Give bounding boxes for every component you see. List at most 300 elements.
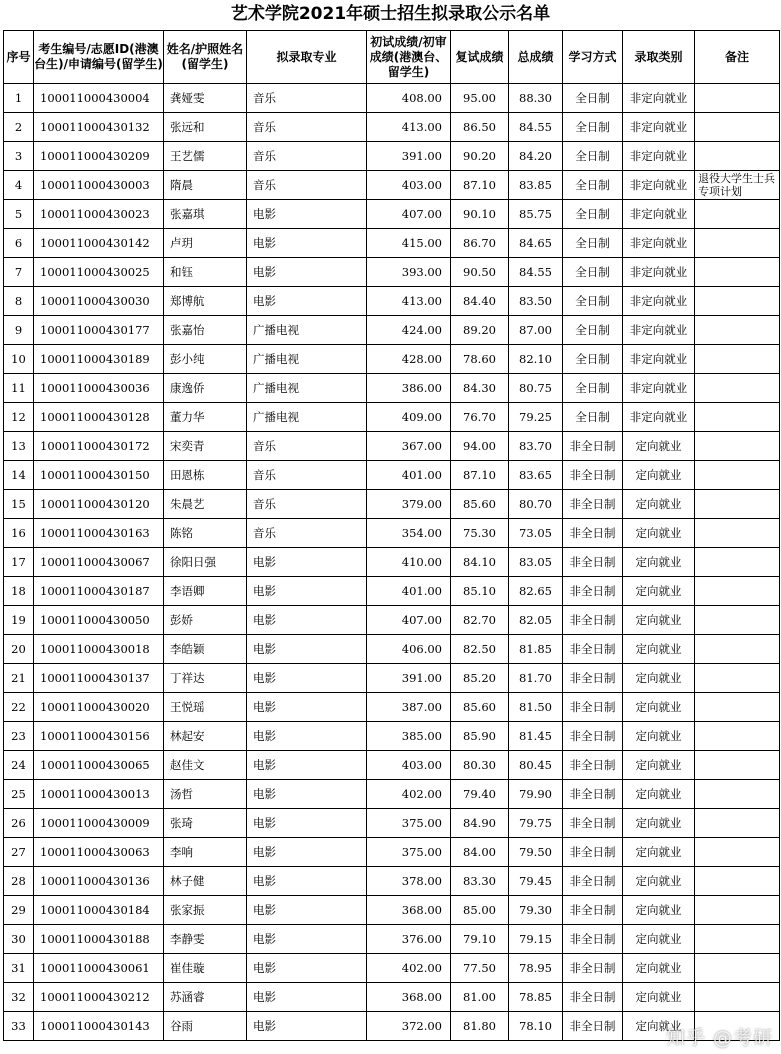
cell-initial-score: 367.00	[367, 432, 451, 461]
cell-retest-score: 78.60	[451, 345, 509, 374]
cell-seq: 9	[4, 316, 34, 345]
cell-remarks	[695, 229, 780, 258]
cell-total-score: 79.45	[509, 867, 563, 896]
cell-study-mode: 非全日制	[563, 432, 623, 461]
cell-total-score: 83.65	[509, 461, 563, 490]
cell-study-mode: 非全日制	[563, 896, 623, 925]
cell-name: 李皓颖	[164, 635, 247, 664]
cell-name: 张家振	[164, 896, 247, 925]
cell-retest-score: 85.60	[451, 693, 509, 722]
cell-admission-type: 非定向就业	[623, 84, 695, 113]
cell-major: 电影	[247, 838, 367, 867]
cell-admission-type: 定向就业	[623, 722, 695, 751]
cell-candidate-id: 100011000430132	[34, 113, 164, 142]
cell-candidate-id: 100011000430065	[34, 751, 164, 780]
cell-retest-score: 85.10	[451, 577, 509, 606]
cell-total-score: 84.55	[509, 113, 563, 142]
cell-name: 宋奕青	[164, 432, 247, 461]
header-major: 拟录取专业	[247, 31, 367, 84]
cell-name: 林子健	[164, 867, 247, 896]
cell-initial-score: 408.00	[367, 84, 451, 113]
cell-name: 徐阳日强	[164, 548, 247, 577]
cell-name: 和钰	[164, 258, 247, 287]
cell-total-score: 81.85	[509, 635, 563, 664]
cell-initial-score: 409.00	[367, 403, 451, 432]
cell-admission-type: 定向就业	[623, 519, 695, 548]
cell-admission-type: 定向就业	[623, 867, 695, 896]
table-row	[4, 374, 780, 403]
cell-retest-score: 85.00	[451, 896, 509, 925]
cell-candidate-id: 100011000430063	[34, 838, 164, 867]
cell-admission-type: 定向就业	[623, 751, 695, 780]
cell-total-score: 81.45	[509, 722, 563, 751]
cell-retest-score: 79.10	[451, 925, 509, 954]
cell-seq: 14	[4, 461, 34, 490]
cell-admission-type: 非定向就业	[623, 229, 695, 258]
cell-seq: 18	[4, 577, 34, 606]
cell-admission-type: 定向就业	[623, 809, 695, 838]
cell-major: 电影	[247, 722, 367, 751]
cell-candidate-id: 100011000430018	[34, 635, 164, 664]
cell-candidate-id: 100011000430025	[34, 258, 164, 287]
cell-retest-score: 85.90	[451, 722, 509, 751]
cell-major: 音乐	[247, 113, 367, 142]
cell-retest-score: 75.30	[451, 519, 509, 548]
cell-seq: 33	[4, 1012, 34, 1041]
cell-major: 音乐	[247, 142, 367, 171]
cell-admission-type: 非定向就业	[623, 113, 695, 142]
cell-study-mode: 全日制	[563, 403, 623, 432]
cell-major: 电影	[247, 606, 367, 635]
cell-initial-score: 386.00	[367, 374, 451, 403]
cell-remarks	[695, 142, 780, 171]
table-header-row	[4, 31, 780, 84]
cell-study-mode: 非全日制	[563, 780, 623, 809]
cell-seq: 4	[4, 171, 34, 200]
cell-initial-score: 378.00	[367, 867, 451, 896]
cell-major: 电影	[247, 780, 367, 809]
table-row	[4, 490, 780, 519]
cell-total-score: 84.65	[509, 229, 563, 258]
cell-initial-score: 391.00	[367, 142, 451, 171]
cell-total-score: 83.70	[509, 432, 563, 461]
header-total-score: 总成绩	[509, 31, 563, 84]
cell-candidate-id: 100011000430189	[34, 345, 164, 374]
table-row	[4, 693, 780, 722]
cell-initial-score: 375.00	[367, 838, 451, 867]
table-row	[4, 200, 780, 229]
cell-seq: 27	[4, 838, 34, 867]
cell-candidate-id: 100011000430061	[34, 954, 164, 983]
cell-study-mode: 非全日制	[563, 519, 623, 548]
cell-major: 音乐	[247, 84, 367, 113]
cell-seq: 6	[4, 229, 34, 258]
cell-remarks	[695, 519, 780, 548]
cell-major: 音乐	[247, 490, 367, 519]
cell-retest-score: 94.00	[451, 432, 509, 461]
cell-candidate-id: 100011000430163	[34, 519, 164, 548]
table-row	[4, 664, 780, 693]
cell-name: 卢玥	[164, 229, 247, 258]
cell-study-mode: 非全日制	[563, 635, 623, 664]
cell-seq: 13	[4, 432, 34, 461]
cell-initial-score: 402.00	[367, 954, 451, 983]
cell-seq: 30	[4, 925, 34, 954]
table-row	[4, 113, 780, 142]
cell-study-mode: 全日制	[563, 200, 623, 229]
cell-initial-score: 375.00	[367, 809, 451, 838]
table-body	[4, 84, 780, 1041]
cell-name: 张琦	[164, 809, 247, 838]
cell-total-score: 79.50	[509, 838, 563, 867]
cell-initial-score: 401.00	[367, 577, 451, 606]
cell-remarks: 退役大学生士兵专项计划	[695, 171, 780, 200]
header-name: 姓名/护照姓名(留学生)	[164, 31, 247, 84]
cell-seq: 7	[4, 258, 34, 287]
cell-admission-type: 定向就业	[623, 490, 695, 519]
cell-candidate-id: 100011000430036	[34, 374, 164, 403]
cell-admission-type: 非定向就业	[623, 258, 695, 287]
cell-name: 林起安	[164, 722, 247, 751]
cell-candidate-id: 100011000430128	[34, 403, 164, 432]
cell-seq: 12	[4, 403, 34, 432]
cell-total-score: 78.85	[509, 983, 563, 1012]
cell-retest-score: 87.10	[451, 461, 509, 490]
cell-remarks	[695, 374, 780, 403]
cell-retest-score: 82.70	[451, 606, 509, 635]
admission-table	[3, 30, 780, 1041]
cell-name: 彭娇	[164, 606, 247, 635]
cell-remarks	[695, 983, 780, 1012]
cell-major: 电影	[247, 664, 367, 693]
cell-candidate-id: 100011000430009	[34, 809, 164, 838]
cell-initial-score: 354.00	[367, 519, 451, 548]
header-seq: 序号	[4, 31, 34, 84]
cell-retest-score: 85.60	[451, 490, 509, 519]
cell-name: 董力华	[164, 403, 247, 432]
cell-major: 电影	[247, 954, 367, 983]
cell-total-score: 83.05	[509, 548, 563, 577]
cell-remarks	[695, 606, 780, 635]
cell-major: 广播电视	[247, 403, 367, 432]
cell-major: 电影	[247, 693, 367, 722]
cell-initial-score: 393.00	[367, 258, 451, 287]
cell-remarks	[695, 896, 780, 925]
cell-candidate-id: 100011000430143	[34, 1012, 164, 1041]
table-row	[4, 84, 780, 113]
cell-remarks	[695, 838, 780, 867]
cell-retest-score: 85.20	[451, 664, 509, 693]
cell-admission-type: 非定向就业	[623, 171, 695, 200]
cell-major: 广播电视	[247, 345, 367, 374]
table-row	[4, 548, 780, 577]
cell-retest-score: 84.90	[451, 809, 509, 838]
cell-retest-score: 95.00	[451, 84, 509, 113]
cell-initial-score: 407.00	[367, 200, 451, 229]
table-row	[4, 432, 780, 461]
cell-remarks	[695, 258, 780, 287]
cell-total-score: 85.75	[509, 200, 563, 229]
cell-seq: 15	[4, 490, 34, 519]
cell-seq: 29	[4, 896, 34, 925]
cell-initial-score: 402.00	[367, 780, 451, 809]
header-admission-type: 录取类别	[623, 31, 695, 84]
cell-initial-score: 407.00	[367, 606, 451, 635]
header-study-mode: 学习方式	[563, 31, 623, 84]
cell-total-score: 82.05	[509, 606, 563, 635]
cell-retest-score: 81.00	[451, 983, 509, 1012]
cell-initial-score: 403.00	[367, 751, 451, 780]
cell-retest-score: 81.80	[451, 1012, 509, 1041]
cell-major: 电影	[247, 635, 367, 664]
table-row	[4, 461, 780, 490]
cell-retest-score: 79.40	[451, 780, 509, 809]
cell-candidate-id: 100011000430120	[34, 490, 164, 519]
cell-study-mode: 全日制	[563, 84, 623, 113]
cell-seq: 16	[4, 519, 34, 548]
cell-total-score: 78.95	[509, 954, 563, 983]
cell-admission-type: 非定向就业	[623, 403, 695, 432]
cell-name: 李响	[164, 838, 247, 867]
cell-initial-score: 376.00	[367, 925, 451, 954]
cell-study-mode: 非全日制	[563, 606, 623, 635]
cell-total-score: 79.75	[509, 809, 563, 838]
table-row	[4, 867, 780, 896]
cell-name: 丁祥达	[164, 664, 247, 693]
cell-remarks	[695, 809, 780, 838]
cell-remarks	[695, 548, 780, 577]
cell-major: 电影	[247, 1012, 367, 1041]
cell-initial-score: 413.00	[367, 113, 451, 142]
document-title: 艺术学院2021年硕士招生拟录取公示名单	[230, 4, 551, 24]
cell-retest-score: 84.40	[451, 287, 509, 316]
cell-remarks	[695, 577, 780, 606]
cell-total-score: 84.20	[509, 142, 563, 171]
cell-total-score: 73.05	[509, 519, 563, 548]
cell-major: 电影	[247, 229, 367, 258]
cell-retest-score: 76.70	[451, 403, 509, 432]
cell-total-score: 87.00	[509, 316, 563, 345]
cell-remarks	[695, 113, 780, 142]
cell-candidate-id: 100011000430030	[34, 287, 164, 316]
cell-candidate-id: 100011000430004	[34, 84, 164, 113]
cell-seq: 20	[4, 635, 34, 664]
cell-candidate-id: 100011000430184	[34, 896, 164, 925]
cell-admission-type: 定向就业	[623, 983, 695, 1012]
table-row	[4, 171, 780, 200]
cell-admission-type: 定向就业	[623, 693, 695, 722]
cell-study-mode: 全日制	[563, 171, 623, 200]
cell-major: 电影	[247, 896, 367, 925]
cell-remarks	[695, 316, 780, 345]
cell-candidate-id: 100011000430013	[34, 780, 164, 809]
cell-major: 电影	[247, 809, 367, 838]
table-row	[4, 316, 780, 345]
cell-seq: 17	[4, 548, 34, 577]
cell-remarks	[695, 432, 780, 461]
cell-initial-score: 413.00	[367, 287, 451, 316]
cell-retest-score: 89.20	[451, 316, 509, 345]
cell-remarks	[695, 635, 780, 664]
cell-initial-score: 406.00	[367, 635, 451, 664]
cell-total-score: 83.50	[509, 287, 563, 316]
cell-study-mode: 非全日制	[563, 751, 623, 780]
table-row	[4, 983, 780, 1012]
cell-candidate-id: 100011000430050	[34, 606, 164, 635]
cell-candidate-id: 100011000430156	[34, 722, 164, 751]
cell-name: 彭小纯	[164, 345, 247, 374]
cell-major: 音乐	[247, 171, 367, 200]
cell-name: 朱晨艺	[164, 490, 247, 519]
cell-name: 王悦瑶	[164, 693, 247, 722]
cell-candidate-id: 100011000430209	[34, 142, 164, 171]
cell-study-mode: 非全日制	[563, 867, 623, 896]
cell-name: 谷雨	[164, 1012, 247, 1041]
cell-total-score: 80.70	[509, 490, 563, 519]
cell-name: 隋晨	[164, 171, 247, 200]
cell-admission-type: 定向就业	[623, 896, 695, 925]
table-row	[4, 287, 780, 316]
cell-remarks	[695, 664, 780, 693]
cell-initial-score: 424.00	[367, 316, 451, 345]
cell-admission-type: 定向就业	[623, 954, 695, 983]
cell-candidate-id: 100011000430142	[34, 229, 164, 258]
watermark: 知乎 @考研	[665, 1027, 773, 1049]
table-row	[4, 345, 780, 374]
cell-seq: 1	[4, 84, 34, 113]
cell-initial-score: 379.00	[367, 490, 451, 519]
table-row	[4, 780, 780, 809]
header-remarks: 备注	[695, 31, 780, 84]
cell-initial-score: 372.00	[367, 1012, 451, 1041]
cell-name: 李静雯	[164, 925, 247, 954]
cell-total-score: 83.85	[509, 171, 563, 200]
header-initial-score: 初试成绩/初审成绩(港澳台、留学生)	[367, 31, 451, 84]
cell-candidate-id: 100011000430023	[34, 200, 164, 229]
cell-study-mode: 非全日制	[563, 809, 623, 838]
cell-major: 电影	[247, 867, 367, 896]
cell-major: 广播电视	[247, 374, 367, 403]
cell-seq: 5	[4, 200, 34, 229]
cell-candidate-id: 100011000430172	[34, 432, 164, 461]
cell-initial-score: 385.00	[367, 722, 451, 751]
cell-study-mode: 全日制	[563, 374, 623, 403]
cell-name: 赵佳文	[164, 751, 247, 780]
cell-remarks	[695, 84, 780, 113]
cell-study-mode: 全日制	[563, 229, 623, 258]
table-row	[4, 519, 780, 548]
cell-major: 电影	[247, 548, 367, 577]
cell-study-mode: 全日制	[563, 287, 623, 316]
cell-retest-score: 77.50	[451, 954, 509, 983]
cell-admission-type: 定向就业	[623, 548, 695, 577]
cell-seq: 24	[4, 751, 34, 780]
cell-total-score: 79.30	[509, 896, 563, 925]
cell-retest-score: 84.30	[451, 374, 509, 403]
cell-study-mode: 非全日制	[563, 577, 623, 606]
table-row	[4, 722, 780, 751]
table-row	[4, 258, 780, 287]
cell-remarks	[695, 461, 780, 490]
cell-admission-type: 定向就业	[623, 606, 695, 635]
cell-name: 田恩栋	[164, 461, 247, 490]
cell-remarks	[695, 287, 780, 316]
cell-study-mode: 非全日制	[563, 1012, 623, 1041]
cell-seq: 11	[4, 374, 34, 403]
cell-total-score: 84.55	[509, 258, 563, 287]
cell-total-score: 81.70	[509, 664, 563, 693]
cell-candidate-id: 100011000430136	[34, 867, 164, 896]
cell-total-score: 79.90	[509, 780, 563, 809]
cell-name: 李语卿	[164, 577, 247, 606]
cell-initial-score: 415.00	[367, 229, 451, 258]
cell-name: 陈铭	[164, 519, 247, 548]
cell-total-score: 88.30	[509, 84, 563, 113]
cell-retest-score: 87.10	[451, 171, 509, 200]
cell-total-score: 81.50	[509, 693, 563, 722]
cell-retest-score: 84.00	[451, 838, 509, 867]
cell-study-mode: 非全日制	[563, 490, 623, 519]
cell-name: 汤哲	[164, 780, 247, 809]
cell-major: 电影	[247, 287, 367, 316]
cell-name: 王艺儒	[164, 142, 247, 171]
table-row	[4, 606, 780, 635]
cell-seq: 2	[4, 113, 34, 142]
cell-initial-score: 403.00	[367, 171, 451, 200]
cell-name: 崔佳璇	[164, 954, 247, 983]
table-row	[4, 635, 780, 664]
cell-remarks	[695, 403, 780, 432]
cell-remarks	[695, 751, 780, 780]
cell-candidate-id: 100011000430067	[34, 548, 164, 577]
cell-study-mode: 非全日制	[563, 664, 623, 693]
cell-major: 音乐	[247, 461, 367, 490]
cell-initial-score: 401.00	[367, 461, 451, 490]
cell-major: 电影	[247, 258, 367, 287]
cell-candidate-id: 100011000430177	[34, 316, 164, 345]
table-row	[4, 925, 780, 954]
cell-admission-type: 非定向就业	[623, 345, 695, 374]
cell-name: 龚娅雯	[164, 84, 247, 113]
cell-retest-score: 80.30	[451, 751, 509, 780]
cell-candidate-id: 100011000430188	[34, 925, 164, 954]
cell-admission-type: 定向就业	[623, 780, 695, 809]
cell-seq: 3	[4, 142, 34, 171]
cell-major: 电影	[247, 751, 367, 780]
cell-seq: 8	[4, 287, 34, 316]
cell-candidate-id: 100011000430150	[34, 461, 164, 490]
cell-seq: 25	[4, 780, 34, 809]
cell-total-score: 82.65	[509, 577, 563, 606]
cell-major: 电影	[247, 925, 367, 954]
table-row	[4, 229, 780, 258]
cell-admission-type: 定向就业	[623, 664, 695, 693]
cell-admission-type: 定向就业	[623, 635, 695, 664]
cell-name: 康逸侨	[164, 374, 247, 403]
header-candidate-id: 考生编号/志愿ID(港澳台生)/申请编号(留学生)	[34, 31, 164, 84]
cell-study-mode: 全日制	[563, 316, 623, 345]
cell-seq: 23	[4, 722, 34, 751]
cell-initial-score: 368.00	[367, 983, 451, 1012]
cell-study-mode: 非全日制	[563, 693, 623, 722]
cell-study-mode: 非全日制	[563, 461, 623, 490]
cell-study-mode: 非全日制	[563, 838, 623, 867]
cell-study-mode: 非全日制	[563, 954, 623, 983]
cell-candidate-id: 100011000430020	[34, 693, 164, 722]
cell-total-score: 80.45	[509, 751, 563, 780]
cell-total-score: 78.10	[509, 1012, 563, 1041]
cell-seq: 28	[4, 867, 34, 896]
